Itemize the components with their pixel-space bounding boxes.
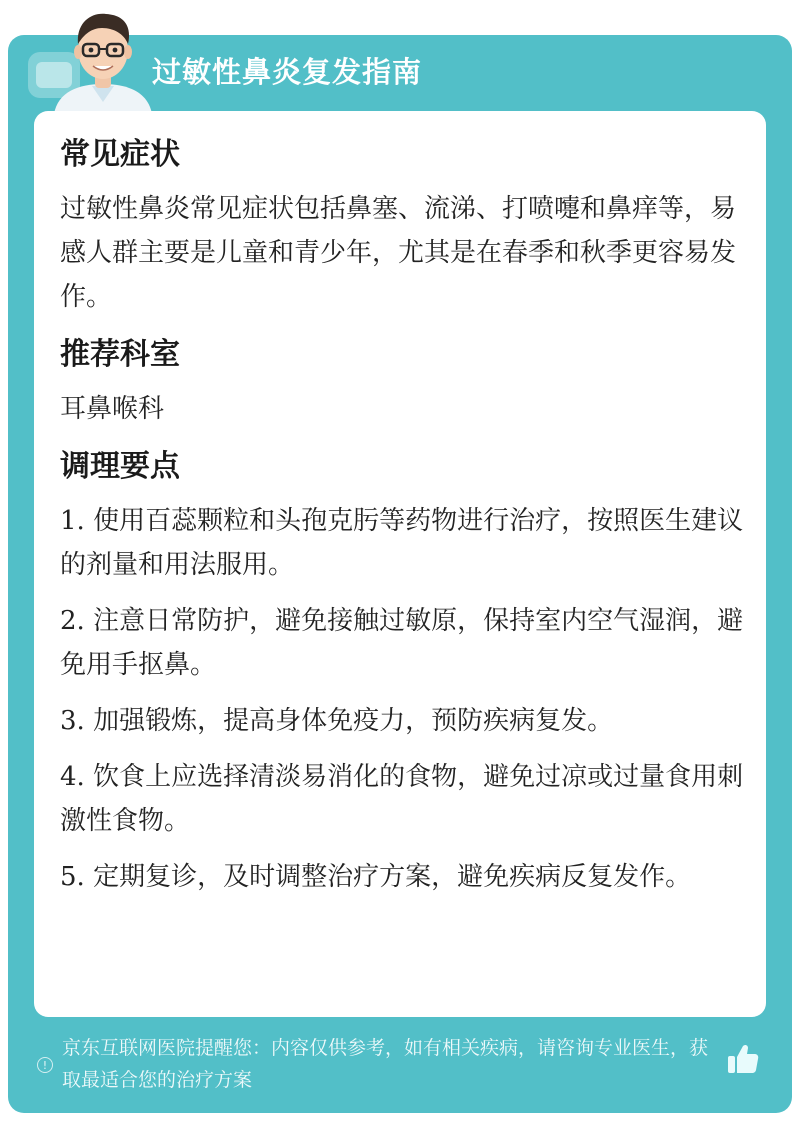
list-number: 4.	[60, 762, 85, 792]
doctor-avatar-icon	[48, 6, 158, 114]
list-number: 1.	[60, 506, 85, 536]
section-title-symptoms: 常见症状	[60, 137, 180, 172]
list-text: 定期复诊，及时调整治疗方案，避免疾病反复发作。	[93, 862, 692, 892]
list-item	[60, 855, 746, 899]
content-body	[60, 133, 746, 911]
list-text: 使用百蕊颗粒和头孢克肟等药物进行治疗，按照医生建议的剂量和用法服用。	[60, 506, 744, 580]
section-title-care: 调理要点	[60, 449, 180, 484]
list-number: 5.	[60, 862, 85, 892]
content-card	[34, 111, 766, 1017]
department-text: 耳鼻喉科	[60, 394, 165, 424]
disclaimer-text: 京东互联网医院提醒您：内容仅供参考，如有相关疾病，请咨询专业医生，获取最适合您的治疗方案	[62, 1037, 709, 1091]
list-item	[60, 599, 746, 687]
symptoms-text: 过敏性鼻炎常见症状包括鼻塞、流涕、打喷嚏和鼻痒等，易感人群主要是儿童和青少年，尤其是在春季和秋季更容易发作。	[60, 194, 737, 312]
list-number: 2.	[60, 606, 85, 636]
info-icon: !	[37, 1057, 53, 1073]
list-text: 加强锻炼，提高身体免疫力，预防疾病复发。	[93, 706, 614, 736]
list-text: 饮食上应选择清淡易消化的食物，避免过凉或过量食用刺激性食物。	[60, 762, 744, 836]
list-item	[60, 499, 746, 587]
list-number: 3.	[60, 706, 85, 736]
page-title: 过敏性鼻炎复发指南	[152, 55, 423, 89]
list-item	[60, 755, 746, 843]
list-item	[60, 699, 746, 743]
list-text: 注意日常防护，避免接触过敏原，保持室内空气湿润，避免用手抠鼻。	[60, 606, 744, 680]
section-title-department: 推荐科室	[60, 337, 180, 372]
footer-disclaimer	[36, 1030, 776, 1100]
thumbs-up-icon[interactable]	[726, 1042, 760, 1076]
